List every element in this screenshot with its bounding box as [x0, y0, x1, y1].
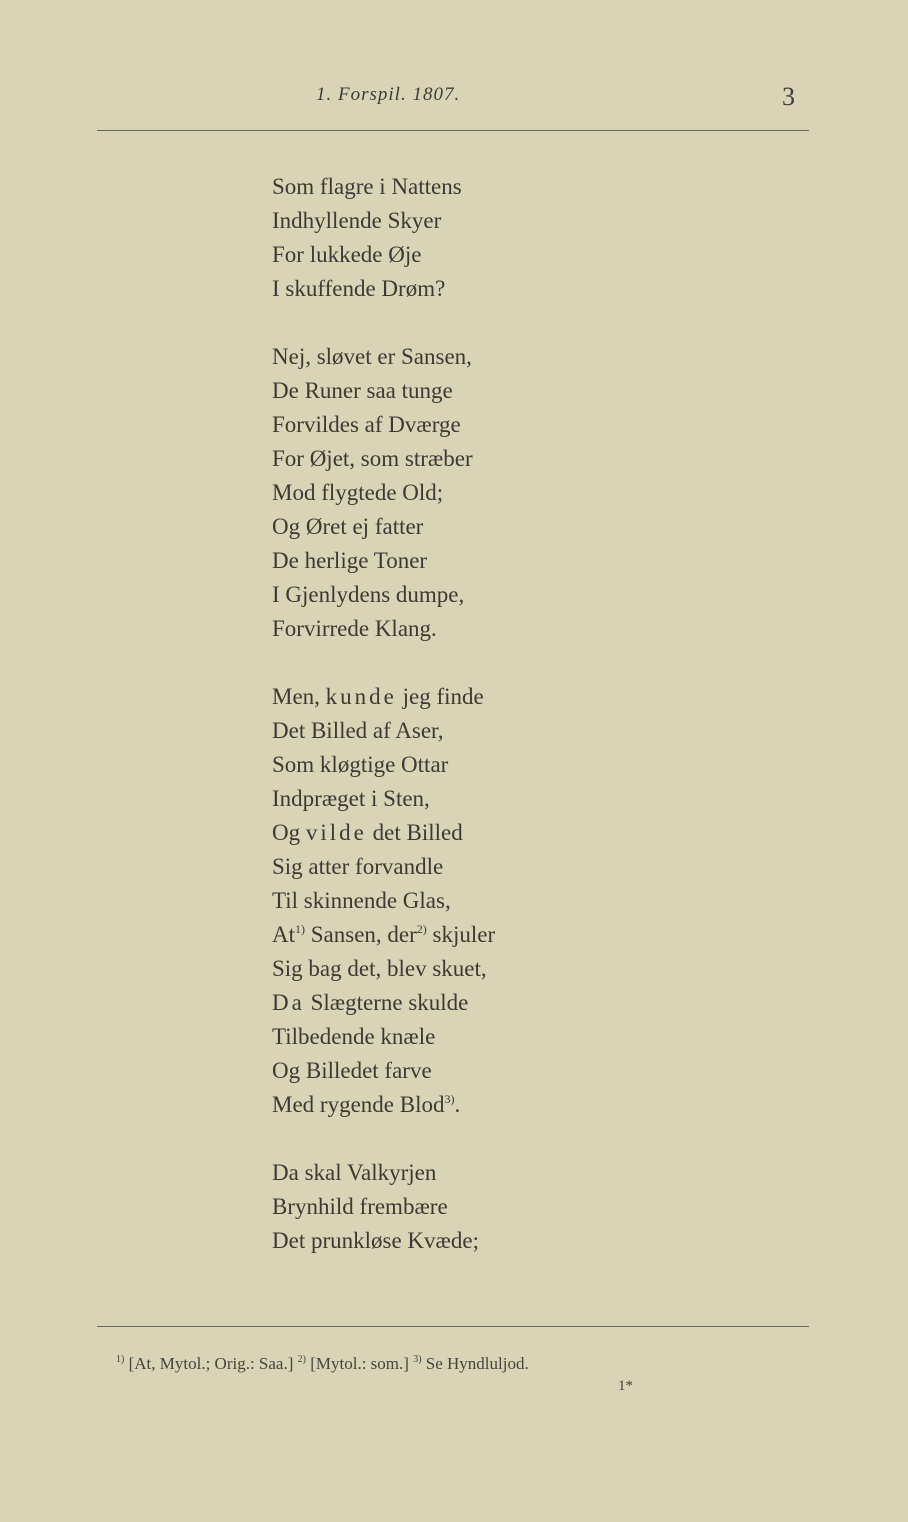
verse-text: Sig atter forvandle	[272, 854, 444, 879]
verse-text: Og Billedet farve	[272, 1058, 432, 1083]
verse-text: Som kløgtige Ottar	[272, 752, 449, 777]
verse-line	[272, 612, 495, 646]
verse-line	[272, 816, 495, 850]
verse-line	[272, 952, 495, 986]
verse-line	[272, 986, 495, 1020]
header-rule	[97, 130, 809, 131]
verse-text: jeg finde	[396, 684, 484, 709]
verse-text: Forvildes af Dværge	[272, 412, 461, 437]
verse-text: Nej, sløvet er Sansen,	[272, 344, 472, 369]
verse-text: Det prunkløse Kvæde;	[272, 1228, 479, 1253]
verse-line	[272, 1190, 495, 1224]
verse-text: Og	[272, 820, 306, 845]
verse-line	[272, 850, 495, 884]
stanza	[272, 680, 495, 1122]
stanza	[272, 340, 495, 646]
verse-text: I skuffende Drøm?	[272, 276, 446, 301]
verse-text: Tilbedende knæle	[272, 1024, 436, 1049]
verse-text: skjuler	[426, 922, 496, 947]
poem	[272, 170, 495, 1292]
footnote-text: [At, Mytol.; Orig.: Saa.]	[124, 1354, 298, 1373]
verse-line	[272, 884, 495, 918]
footnote-mark: 1)	[116, 1354, 125, 1365]
running-head: 1. Forspil. 1807.	[316, 84, 461, 105]
verse-text: Og Øret ej fatter	[272, 514, 424, 539]
verse-line	[272, 1224, 495, 1258]
verse-text: Sig bag det, blev skuet,	[272, 956, 487, 981]
footnote-ref: 1)	[295, 922, 305, 936]
verse-line	[272, 544, 495, 578]
verse-text: kunde	[325, 684, 397, 709]
verse-line	[272, 680, 495, 714]
verse-line	[272, 272, 495, 306]
verse-line	[272, 748, 495, 782]
verse-line	[272, 1156, 495, 1190]
verse-line	[272, 204, 495, 238]
verse-line	[272, 442, 495, 476]
verse-text: Til skinnende Glas,	[272, 888, 451, 913]
stanza	[272, 170, 495, 306]
verse-line	[272, 238, 495, 272]
verse-line	[272, 340, 495, 374]
verse-text: Indhyllende Skyer	[272, 208, 442, 233]
verse-text: .	[454, 1092, 461, 1117]
verse-text: Brynhild frembære	[272, 1194, 448, 1219]
verse-text: Men,	[272, 684, 326, 709]
footnote-rule	[97, 1326, 809, 1327]
verse-line	[272, 578, 495, 612]
verse-line	[272, 476, 495, 510]
verse-text: Forvirrede Klang.	[272, 616, 437, 641]
footnote-ref: 2)	[416, 922, 427, 936]
verse-line	[272, 714, 495, 748]
verse-text: Sansen, der	[305, 922, 417, 947]
verse-text: De Runer saa tunge	[272, 378, 453, 403]
footnotes	[116, 1354, 529, 1374]
verse-line	[272, 170, 495, 204]
footnote-mark: 2)	[297, 1354, 306, 1365]
verse-text: At	[272, 922, 295, 947]
signature-mark: 1*	[618, 1378, 633, 1394]
verse-text: vilde	[305, 820, 367, 845]
verse-text: Indpræget i Sten,	[272, 786, 430, 811]
verse-text: For lukkede Øje	[272, 242, 422, 267]
verse-line	[272, 782, 495, 816]
verse-text: Da	[272, 990, 305, 1015]
verse-line	[272, 510, 495, 544]
page-number: 3	[782, 82, 795, 111]
verse-text: det Billed	[366, 820, 463, 845]
verse-text: Det Billed af Aser,	[272, 718, 444, 743]
verse-line	[272, 1088, 495, 1122]
verse-line	[272, 1054, 495, 1088]
verse-text: Mod flygtede Old;	[272, 480, 444, 505]
footnote-mark: 3)	[413, 1354, 422, 1365]
verse-line	[272, 374, 495, 408]
verse-text: Med rygende Blod	[272, 1092, 445, 1117]
verse-text: Da skal Valkyrjen	[272, 1160, 437, 1185]
verse-line	[272, 1020, 495, 1054]
verse-line	[272, 918, 495, 952]
footnote-ref: 3)	[444, 1092, 455, 1106]
verse-line	[272, 408, 495, 442]
verse-text: Som flagre i Nattens	[272, 174, 462, 199]
footnote-text: [Mytol.: som.]	[305, 1354, 414, 1373]
verse-text: De herlige Toner	[272, 548, 428, 573]
stanza	[272, 1156, 495, 1258]
verse-text: Slægterne skulde	[304, 990, 469, 1015]
verse-text: I Gjenlydens dumpe,	[272, 582, 465, 607]
footnote-text: Se Hyndluljod.	[421, 1354, 529, 1373]
verse-text: For Øjet, som stræber	[272, 446, 473, 471]
